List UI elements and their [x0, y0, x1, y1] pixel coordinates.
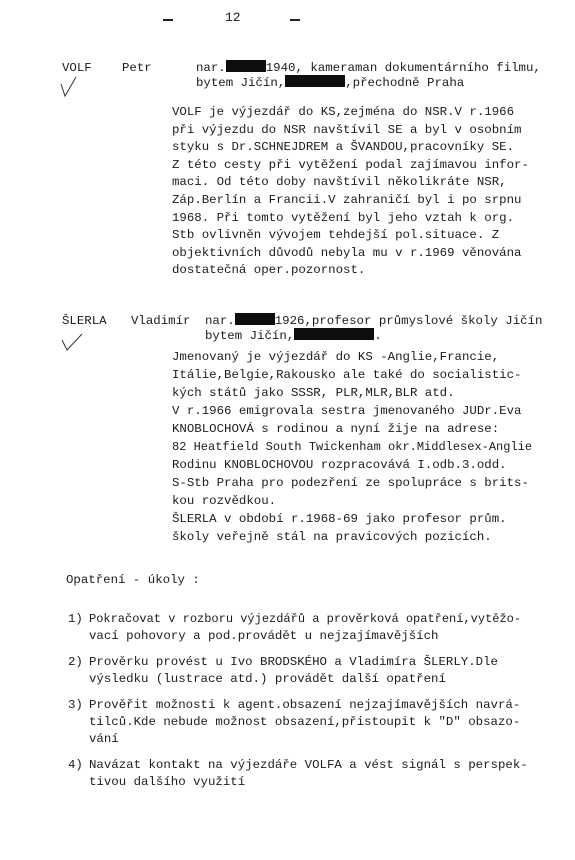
header-residence-detail: ,přechodně Praha — [345, 76, 465, 90]
check-mark-icon — [58, 74, 80, 100]
redaction-bar — [285, 75, 345, 87]
entry-first-name: Petr — [122, 61, 152, 75]
measure-line: výsledku (lustrace atd.) provádět další opatření — [89, 672, 446, 686]
body-line: VOLF je výjezdář do KS,zejména do NSR.V r.1966 — [172, 105, 515, 119]
body-line: dostatečná oper.pozornost. — [172, 263, 366, 278]
measure-line: tilců.Kde nebude možnost obsazení,přistoupit k "D" obsazo- — [89, 715, 521, 729]
body-line: 82 Heatfield South Twickenham okr.Middlesex-Anglie — [172, 440, 533, 454]
body-line: KNOBLOCHOVÁ s rodinou a nyní žije na adrese: — [172, 422, 500, 436]
redaction-bar — [226, 60, 266, 72]
entry-surname: ŠLERLA — [62, 314, 107, 328]
measure-number: 3) — [68, 698, 83, 712]
header-residence-prefix: bytem Jičín, — [196, 76, 286, 90]
page-number: 12 — [225, 10, 241, 25]
body-line: styku s Dr.SCHNEJDREM a ŠVANDOU,pracovníky SE. — [172, 140, 515, 155]
header-residence-detail: . — [374, 329, 382, 343]
body-line: 1968. Při tomto vytěžení byl jeho vztah k org. — [172, 210, 515, 225]
header-birth-prefix: nar. — [196, 61, 226, 75]
body-line: kou rozvědkou. — [172, 494, 277, 508]
body-line: maci. Od této doby navštívil několikráte NSR, — [172, 175, 507, 190]
measure-line: Pokračovat v rozboru výjezdářů a prověrková opatření,vytěžo- — [89, 612, 522, 626]
header-birth-prefix: nar. — [205, 314, 235, 328]
measure-line: vací pohovory a pod.provádět u nejzajímavějších — [89, 629, 439, 643]
body-line: školy veřejně stál na pravicových pozicích. — [172, 530, 492, 544]
body-line: při výjezdu do NSR navštívil SE a byl v osobním — [172, 122, 522, 137]
measure-line: Prověřit možnosti k agent.obsazení nejzajímavějších navrá- — [89, 698, 521, 712]
measure-line: tivou dalšího využití — [89, 775, 246, 789]
header-birth-detail: 1926,profesor průmyslové školy Jičín — [274, 314, 543, 328]
body-line: Záp.Berlín a Francii.V zahraničí byl i po srpnu — [172, 193, 522, 207]
entry-header-line2 — [196, 75, 464, 93]
body-line: kých států jako SSSR, PLR,MLR,BLR atd. — [172, 386, 455, 400]
measures-heading: Opatření - úkoly : — [66, 573, 200, 587]
body-line: Jmenovaný je výjezdář do KS -Anglie,Francie, — [172, 350, 500, 364]
redaction-bar — [294, 328, 374, 340]
measure-line: vání — [89, 732, 119, 746]
body-line: objektivních důvodů nebyla mu v r.1969 věnována — [172, 245, 522, 260]
entry-header-line2 — [205, 328, 382, 346]
body-line: Stb ovlivněn vývojem tehdejší pol.situace. Z — [172, 228, 500, 243]
body-line: Rodinu KNOBLOCHOVOU rozpracovává I.odb.3.odd. — [172, 458, 507, 472]
redaction-bar — [235, 313, 275, 325]
measure-line: Navázat kontakt na výjezdáře VOLFA a vést signál s perspek- — [89, 758, 528, 772]
body-line: S-Stb Praha pro podezření ze spolupráce s brits- — [172, 476, 529, 490]
measure-line: Prověrku provést u Ivo BRODSKÉHO a Vladimíra ŠLERLY.Dle — [89, 655, 498, 669]
measure-number: 2) — [68, 655, 83, 669]
measure-number: 1) — [68, 612, 83, 626]
header-residence-prefix: bytem Jičín, — [205, 329, 295, 343]
page-number-dash-right — [290, 19, 300, 21]
body-line: Z této cesty při vytěžení podal zajímavou infor- — [172, 157, 529, 172]
measure-number: 4) — [68, 758, 83, 772]
entry-first-name: Vladimír — [131, 314, 191, 328]
body-line: Itálie,Belgie,Rakousko ale také do socialistic- — [172, 368, 522, 382]
entry-surname: VOLF — [62, 61, 92, 75]
page-number-dash-left — [163, 19, 173, 21]
header-birth-detail: 1940, kameraman dokumentárního filmu, — [265, 61, 541, 75]
body-line: V r.1966 emigrovala sestra jmenovaného JUDr.Eva — [172, 404, 522, 418]
check-mark-icon — [60, 332, 84, 354]
body-line: ŠLERLA v období r.1968-69 jako profesor prům. — [172, 512, 507, 526]
